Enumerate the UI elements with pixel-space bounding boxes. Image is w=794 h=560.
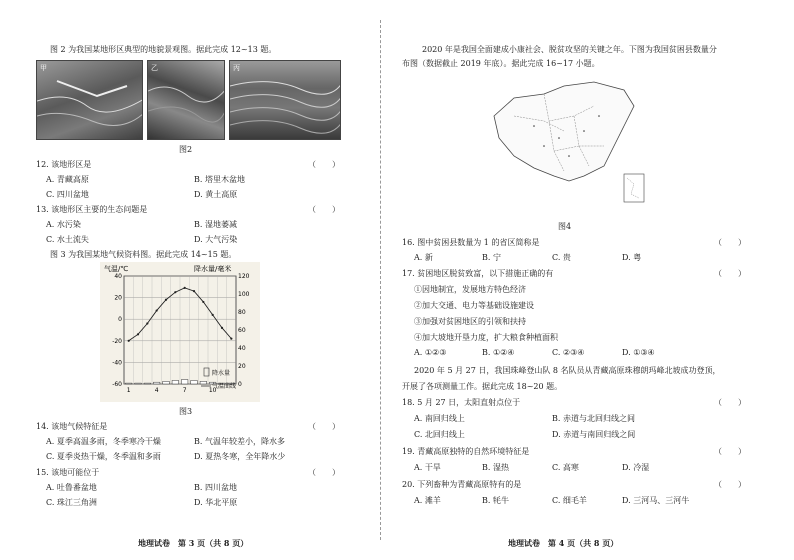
temperature-point <box>156 309 158 311</box>
y2-tick-label: 100 <box>238 291 250 298</box>
temperature-point <box>230 338 232 340</box>
photo-label-3: 丙 <box>233 64 240 72</box>
fig3-caption: 图3 <box>179 407 193 416</box>
right-page-footer: 地理试卷 第 4 页（共 8 页） <box>508 538 619 548</box>
temperature-point <box>221 327 223 329</box>
x-tick-label: 4 <box>154 387 159 394</box>
temperature-point <box>137 333 139 335</box>
question-19-option-a[interactable]: A. 干旱 <box>414 463 441 472</box>
question-17-item-4: ④加大坡地开垦力度，扩大粮食种植面积 <box>414 333 558 342</box>
question-19-stem: 19. 青藏高原独特的自然环境特征是 <box>402 447 530 456</box>
question-12-answer-blank[interactable]: （ ） <box>308 160 340 169</box>
photo-3-texture <box>230 61 341 140</box>
precip-bar <box>191 380 198 384</box>
question-17-item-1: ①因地制宜，发展地方特色经济 <box>414 285 526 294</box>
question-15-option-c[interactable]: C. 珠江三角洲 <box>46 498 97 507</box>
question-13-option-b[interactable]: B. 湿地萎减 <box>194 220 237 229</box>
y2-tick-label: 80 <box>238 309 246 316</box>
question-19-answer-blank[interactable]: （ ） <box>714 447 746 456</box>
question-16-answer-blank[interactable]: （ ） <box>714 238 746 247</box>
question-13-answer-blank[interactable]: （ ） <box>308 205 340 214</box>
temperature-point <box>174 291 176 293</box>
question-14-answer-blank[interactable]: （ ） <box>308 422 340 431</box>
fig2-intro: 图 2 为我国某地形区典型的地貌景观图。据此完成 12~13 题。 <box>50 45 277 54</box>
question-17-item-3: ③加强对贫困地区的引领和扶持 <box>414 317 526 326</box>
temperature-point <box>212 314 214 316</box>
question-12-stem: 12. 该地形区是 <box>36 160 92 169</box>
y-tick-label: 40 <box>114 273 122 280</box>
y2-tick-label: 0 <box>238 381 242 388</box>
question-18-option-c[interactable]: C. 北回归线上 <box>414 430 465 439</box>
photo-2-texture <box>148 61 225 140</box>
fig4-caption: 图4 <box>558 222 572 231</box>
left-page <box>0 0 378 560</box>
question-13-option-d[interactable]: D. 大气污染 <box>194 235 238 244</box>
x-tick-label: 10 <box>208 387 217 394</box>
y-tick-label: 0 <box>118 316 122 324</box>
temperature-point <box>128 340 130 342</box>
fig2-caption: 图2 <box>179 145 193 154</box>
question-16-option-d[interactable]: D. 粤 <box>622 253 642 262</box>
question-16-option-a[interactable]: A. 新 <box>414 253 433 262</box>
fig3-intro: 图 3 为我国某地气候资料图。据此完成 14~15 题。 <box>50 250 237 259</box>
precip-axis-label: 降水量/毫米 <box>194 265 232 273</box>
question-17-option-c[interactable]: C. ②③④ <box>552 348 585 357</box>
question-12-option-d[interactable]: D. 黄土高原 <box>194 190 238 199</box>
x-tick-label: 1 <box>126 387 131 394</box>
left-page-footer: 地理试卷 第 3 页（共 8 页） <box>138 538 249 548</box>
precip-bar <box>200 381 207 384</box>
question-14-option-a[interactable]: A. 夏季高温多雨，冬季寒冷干燥 <box>46 437 161 446</box>
question-18-stem: 18. 5 月 27 日，太阳直射点位于 <box>402 398 521 407</box>
question-15-option-a[interactable]: A. 吐鲁番盆地 <box>46 483 97 492</box>
y2-tick-label: 120 <box>238 273 250 280</box>
landscape-photo-1 <box>36 60 143 140</box>
question-17-option-b[interactable]: B. ①②④ <box>482 348 515 357</box>
temperature-point <box>146 322 148 324</box>
y-tick-label: -40 <box>112 359 122 367</box>
question-14-option-b[interactable]: B. 气温年较差小，降水多 <box>194 437 285 446</box>
question-15-option-d[interactable]: D. 华北平原 <box>194 498 238 507</box>
question-15-stem: 15. 该地可能位于 <box>36 468 100 477</box>
landscape-photo-2 <box>147 60 225 140</box>
question-18-option-a[interactable]: A. 南回归线上 <box>414 414 465 423</box>
question-12-option-c[interactable]: C. 四川盆地 <box>46 190 89 199</box>
question-14-option-d[interactable]: D. 夏热冬寒，全年降水少 <box>194 452 286 461</box>
temperature-point <box>202 301 204 303</box>
climate-chart <box>100 262 260 402</box>
precip-bar <box>181 380 188 385</box>
y-tick-label: -60 <box>112 381 122 388</box>
question-16-stem: 16. 图中贫困县数量为 1 的省区简称是 <box>402 238 540 247</box>
question-17-answer-blank[interactable]: （ ） <box>714 269 746 278</box>
y2-tick-label: 60 <box>238 327 246 334</box>
fig4-intro-line-1: 2020 年是我国全面建成小康社会、脱贫攻坚的关键之年。下图为我国贫困县数量分 <box>422 45 717 54</box>
photo-label-2: 乙 <box>151 64 158 72</box>
question-13-option-a[interactable]: A. 水污染 <box>46 220 81 229</box>
question-18-option-d[interactable]: D. 赤道与南回归线之间 <box>552 430 636 439</box>
photo-1-texture <box>37 61 143 140</box>
question-18-answer-blank[interactable]: （ ） <box>714 398 746 407</box>
right-page <box>388 0 794 560</box>
question-14-stem: 14. 该地气候特征是 <box>36 422 108 431</box>
precip-bar <box>125 383 132 384</box>
photo-label-1: 甲 <box>40 64 47 72</box>
question-19-option-d[interactable]: D. 冷湿 <box>622 463 650 472</box>
question-20-stem: 20. 下列畜种为青藏高原特有的是 <box>402 480 522 489</box>
question-20-option-d[interactable]: D. 三河马、三河牛 <box>622 496 690 505</box>
precip-bar <box>135 383 142 384</box>
legend-precip-label: 降水量 <box>212 370 231 377</box>
x-tick-label: 7 <box>182 387 187 394</box>
question-20-option-b[interactable]: B. 牦牛 <box>482 496 509 505</box>
y-tick-label: 20 <box>114 294 122 302</box>
page-divider <box>380 20 381 540</box>
question-13-stem: 13. 该地形区主要的生态问题是 <box>36 205 148 214</box>
question-19-option-c[interactable]: C. 高寒 <box>552 463 579 472</box>
question-13-option-c[interactable]: C. 水土流失 <box>46 235 89 244</box>
question-12-option-b[interactable]: B. 塔里木盆地 <box>194 175 245 184</box>
question-18-option-b[interactable]: B. 赤道与北回归线之间 <box>552 414 635 423</box>
fig4-intro-line-2: 布图（数据截止 2019 年底）。据此完成 16~17 小题。 <box>402 59 600 68</box>
precip-bar <box>144 383 151 384</box>
question-17-stem: 17. 贫困地区脱贫致富，以下措施正确的有 <box>402 269 554 278</box>
question-16-option-b[interactable]: B. 宁 <box>482 253 501 262</box>
everest-intro-line-2: 开展了各项测量工作。据此完成 18~20 题。 <box>402 382 563 391</box>
everest-intro-line-1: 2020 年 5 月 27 日，我国珠峰登山队 8 名队员从青藏高原珠穆朗玛峰北坡成功登顶， <box>414 366 721 375</box>
temp-axis-label: 气温/℃ <box>104 265 129 273</box>
precip-bar <box>153 382 160 384</box>
question-20-option-a[interactable]: A. 滩羊 <box>414 496 441 505</box>
temperature-point <box>184 287 186 289</box>
question-20-option-c[interactable]: C. 细毛羊 <box>552 496 587 505</box>
question-12-option-a[interactable]: A. 青藏高原 <box>46 175 89 184</box>
china-poverty-map <box>474 76 650 206</box>
question-17-item-2: ②加大交通、电力等基础设施建设 <box>414 301 534 310</box>
y2-tick-label: 20 <box>238 363 246 370</box>
question-14-option-c[interactable]: C. 夏季炎热干燥，冬季温和多雨 <box>46 452 161 461</box>
question-19-option-b[interactable]: B. 湿热 <box>482 463 509 472</box>
question-20-answer-blank[interactable]: （ ） <box>714 480 746 489</box>
question-15-answer-blank[interactable]: （ ） <box>308 468 340 477</box>
question-16-option-c[interactable]: C. 贵 <box>552 253 571 262</box>
question-15-option-b[interactable]: B. 四川盆地 <box>194 483 237 492</box>
question-17-option-a[interactable]: A. ①②③ <box>414 348 447 357</box>
temperature-point <box>193 290 195 292</box>
legend-temp-label: 气温曲线 <box>212 383 237 390</box>
precip-bar <box>163 381 170 384</box>
y2-tick-label: 40 <box>238 345 246 352</box>
temperature-point <box>165 299 167 301</box>
y-tick-label: -20 <box>112 337 122 345</box>
question-17-option-d[interactable]: D. ①③④ <box>622 348 655 357</box>
precip-bar <box>172 380 179 384</box>
landscape-photo-3 <box>229 60 341 140</box>
